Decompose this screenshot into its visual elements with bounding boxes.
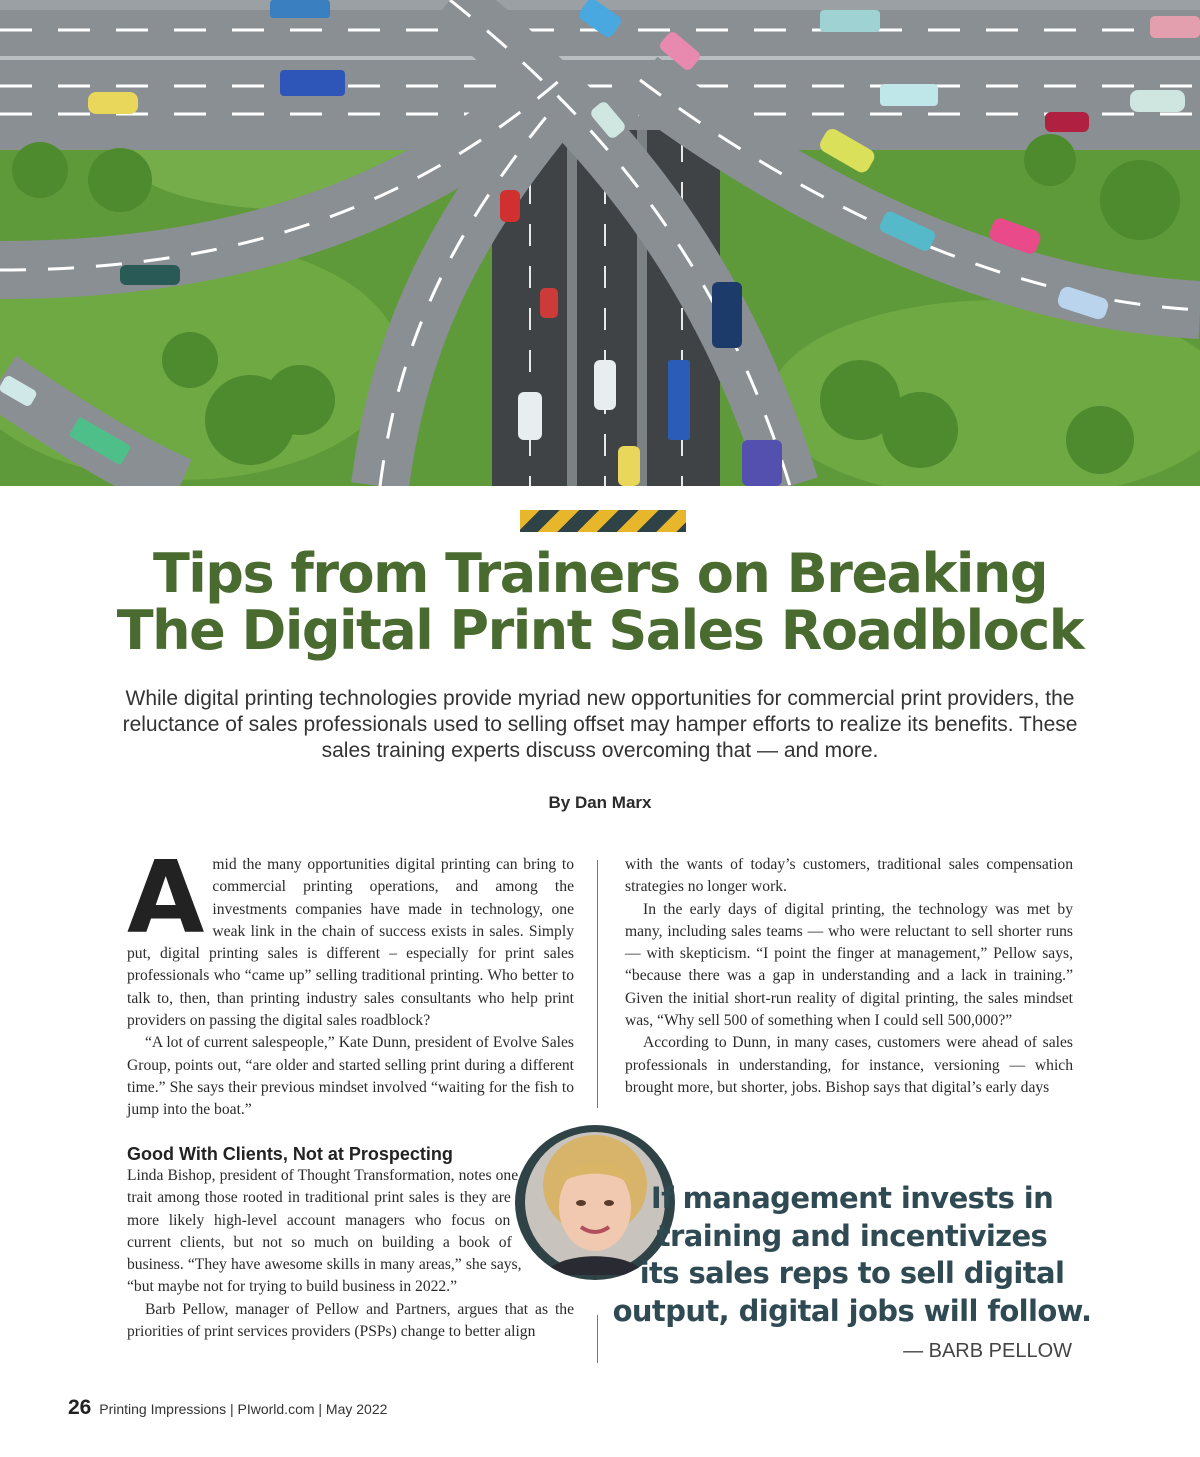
paragraph: Linda Bishop, president of Thought Transformation, notes one trait among those rooted in traditional print sales is they are more likely high-level account managers who focus on current clients, but not so much on building a book of business. “They have awesome skills in many areas,” she says, “but maybe not for trying to build business in 2022.” — [127, 1167, 522, 1296]
paragraph: In the early days of digital printing, the technology was met by many, including sales teams — who were reluctant to sell shorter runs — with skepticism. “I point the finger at management,” Pellow says, “because there was a gap in understanding and a lack in training.” Given the initial short-run reality of digital printing, the sales mindset was, “Why sell 500 of something when I could sell 500,000?” — [625, 900, 1073, 1030]
column-divider — [597, 860, 598, 1108]
article-deck: While digital printing technologies provide myriad new opportunities for commercial print providers, the reluctance of sales professionals used to selling offset may hamper efforts to realize its benefits. These sales training experts discuss overcoming that — and more. — [122, 687, 1078, 762]
paragraph: According to Dunn, in many cases, customers were ahead of sales professionals in understanding, for instance, versioning — which brought more, but shorter, jobs. Bishop says that digital’s early days — [625, 1034, 1073, 1096]
column-divider — [597, 1315, 598, 1363]
article-column-1-lower — [127, 1143, 574, 1343]
article-column-1 — [127, 839, 574, 1122]
page-footer — [68, 1396, 387, 1420]
headline-line-2: The Digital Print Sales Roadblock — [116, 599, 1084, 662]
paragraph: Barb Pellow, manager of Pellow and Partners, argues that as the priorities of print services providers (PSPs) change to better align — [127, 1300, 574, 1341]
pull-quote-line: If management invests in — [650, 1181, 1054, 1215]
article-headline — [0, 542, 1200, 662]
pull-quote — [612, 1180, 1092, 1330]
section-subhead: Good With Clients, Not at Prospecting — [127, 1144, 453, 1164]
headline-line-1: Tips from Trainers on Breaking — [152, 542, 1048, 605]
article-column-2 — [625, 854, 1073, 1099]
article-byline: By Dan Marx — [548, 793, 652, 812]
dropcap-letter: A — [127, 839, 205, 956]
page-number: 26 — [68, 1396, 92, 1419]
footer-publication-info: Printing Impressions | PIworld.com | May 2022 — [99, 1401, 388, 1417]
pull-quote-attribution: — BARB PELLOW — [903, 1340, 1072, 1362]
hero-illustration-highway-interchange — [0, 0, 1200, 486]
highway-illustration — [0, 0, 1200, 486]
paragraph: mid the many opportunities digital printing can bring to commercial printing operations, and among the investments companies have made in technology, one weak link in the chain of success exists in sales. Simply put, digital printing sales is different – especially for print sales professionals who “came up” selling traditional printing. Who better to talk to, then, than printing industry sales consultants who help print providers on passing the digital sales roadblock? — [127, 856, 574, 1030]
pull-quote-line: its sales reps to sell digital — [639, 1256, 1065, 1290]
hazard-stripe-divider — [520, 510, 686, 532]
paragraph: with the wants of today’s customers, traditional sales compensation strategies no longer work. — [625, 856, 1073, 896]
paragraph: “A lot of current salespeople,” Kate Dunn, president of Evolve Sales Group, points out, “are older and started selling print during a different time.” She says their previous mindset involved “waiting for the fish to jump into the boat.” — [127, 1034, 574, 1119]
pull-quote-line: training and incentivizes — [656, 1218, 1048, 1253]
pull-quote-line: output, digital jobs will follow. — [612, 1293, 1092, 1328]
